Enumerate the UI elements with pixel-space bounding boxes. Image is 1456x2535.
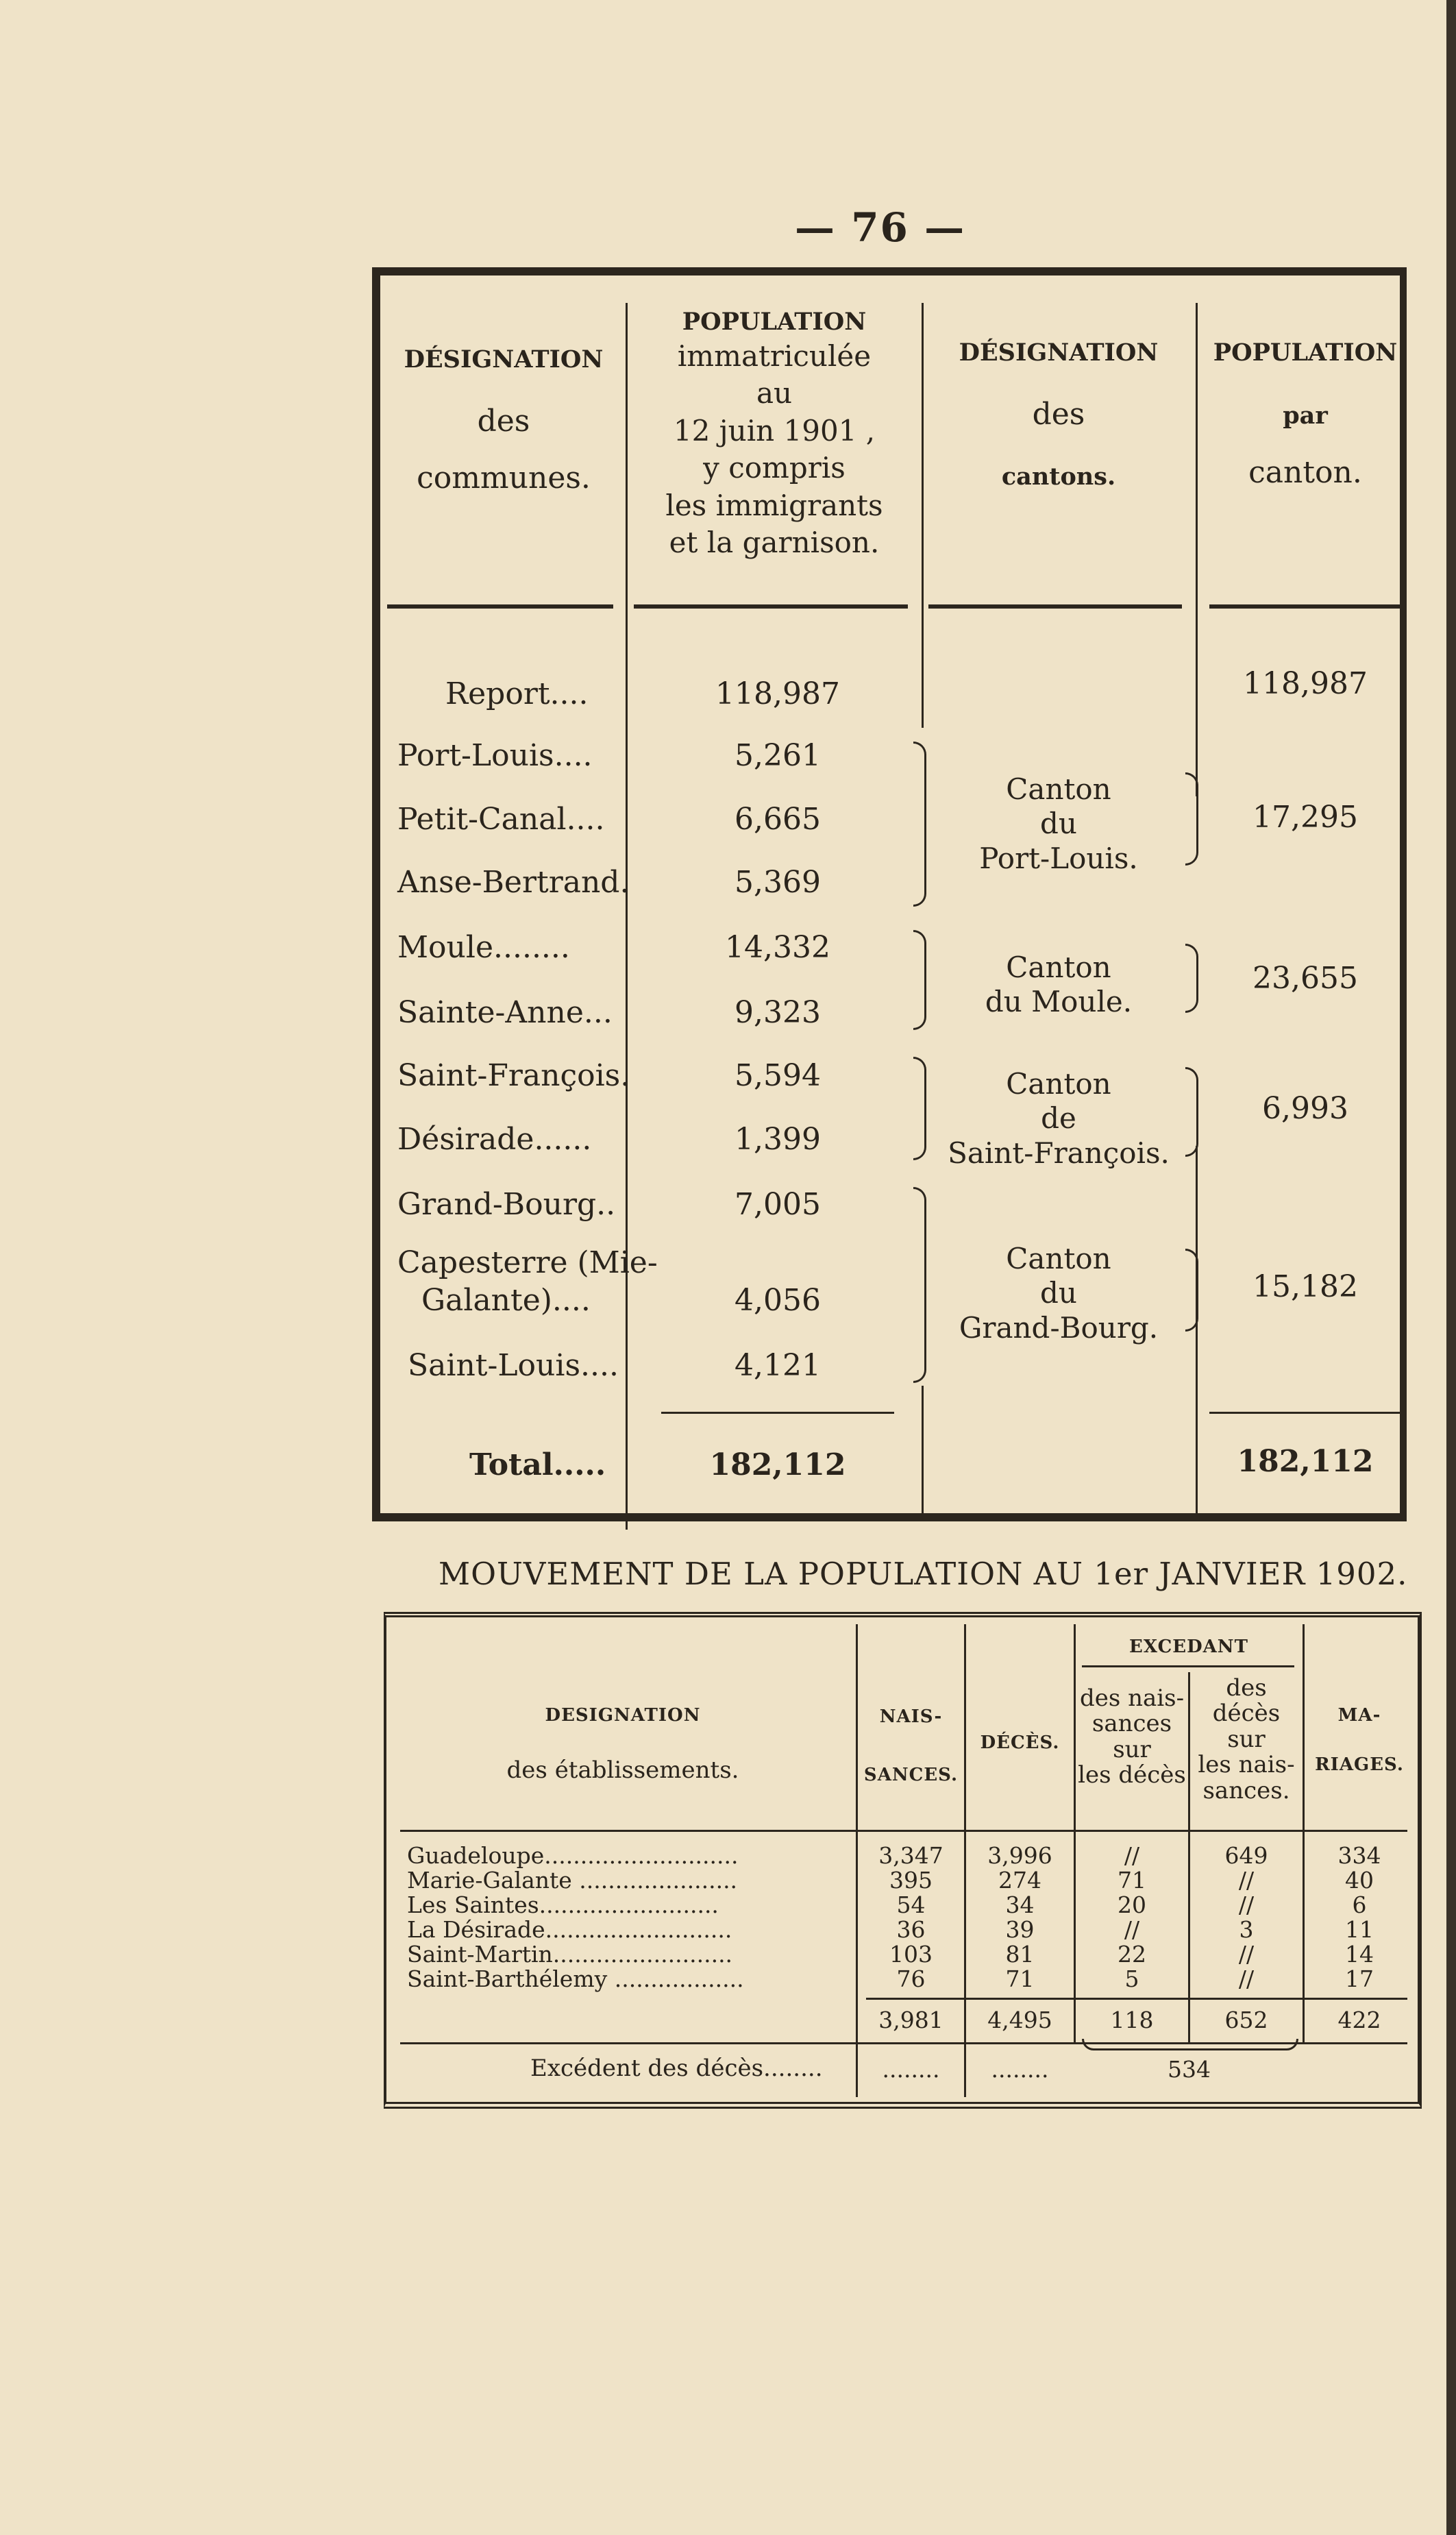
population-table bbox=[372, 267, 1407, 1521]
brace bbox=[913, 1057, 926, 1160]
exc-deces-value: // bbox=[1238, 1965, 1255, 1992]
header-population-canton: POPULATION par canton. bbox=[1213, 339, 1398, 490]
exc-naissances-value: 22 bbox=[1118, 1941, 1146, 1968]
row-name: Saint-François. bbox=[397, 1058, 630, 1093]
header-designation: DESIGNATION bbox=[545, 1705, 701, 1726]
row-value: 118,987 bbox=[715, 676, 840, 711]
brace bbox=[913, 742, 926, 907]
canton-name: Canton du Moule. bbox=[985, 951, 1133, 1019]
exc-deces-value: 649 bbox=[1224, 1842, 1268, 1869]
excedent-label: Excédent des décès........ bbox=[530, 2055, 823, 2082]
row-name: Saint-Martin......................... bbox=[407, 1941, 733, 1968]
row-name: Galante).... bbox=[421, 1283, 591, 1318]
canton-value: 17,295 bbox=[1253, 800, 1358, 835]
deces-value: 71 bbox=[1005, 1965, 1035, 1992]
header-rule bbox=[928, 604, 1182, 609]
total-deces: 4,495 bbox=[987, 2007, 1052, 2033]
col-rule bbox=[626, 303, 628, 1530]
mariages-value: 14 bbox=[1345, 1941, 1374, 1968]
canton-name: Canton du Grand-Bourg. bbox=[959, 1242, 1159, 1345]
naissances-value: 395 bbox=[889, 1867, 933, 1894]
deces-value: 274 bbox=[998, 1867, 1041, 1894]
header-naissances-2: SANCES. bbox=[863, 1765, 959, 1785]
canton-total: 182,112 bbox=[1237, 1444, 1374, 1479]
exc-deces-value: 3 bbox=[1239, 1916, 1254, 1943]
row-value: 6,665 bbox=[735, 802, 821, 837]
total-exc-naissances: 118 bbox=[1110, 2007, 1154, 2033]
row-value: 14,332 bbox=[725, 930, 830, 965]
header-exc-naissances: des nais- sances sur les décès bbox=[1078, 1685, 1186, 1789]
deces-value: 39 bbox=[1005, 1916, 1035, 1943]
header-rule bbox=[634, 604, 908, 609]
row-name: Sainte-Anne... bbox=[397, 995, 613, 1030]
row-name: Port-Louis.... bbox=[397, 738, 593, 773]
sum-rule bbox=[661, 1412, 894, 1414]
row-value: 5,369 bbox=[735, 865, 821, 900]
sum-rule bbox=[866, 1998, 1407, 2000]
naissances-value: 103 bbox=[889, 1941, 933, 1968]
row-name: Marie-Galante ...................... bbox=[407, 1867, 738, 1894]
col-rule bbox=[922, 1386, 924, 1519]
sum-rule bbox=[1209, 1412, 1401, 1414]
movement-heading: MOUVEMENT DE LA POPULATION AU 1er JANVIER 1902. bbox=[439, 1556, 1408, 1592]
header-mariages-2: RIAGES. bbox=[1315, 1754, 1404, 1775]
deces-value: 3,996 bbox=[987, 1842, 1052, 1869]
exc-deces-value: // bbox=[1238, 1891, 1255, 1918]
row-value: 7,005 bbox=[735, 1187, 821, 1222]
excedent-value: 534 bbox=[1168, 2056, 1211, 2083]
header-rule bbox=[400, 1830, 1407, 1832]
page-edge bbox=[1446, 0, 1456, 2535]
mariages-value: 6 bbox=[1352, 1891, 1367, 1918]
header-rule bbox=[387, 604, 613, 609]
row-name: Moule........ bbox=[397, 930, 570, 965]
header-naissances: NAIS- bbox=[879, 1706, 943, 1727]
header-mariages: MA- bbox=[1337, 1705, 1381, 1726]
brace bbox=[1185, 944, 1198, 1013]
canton-name: Canton du Port-Louis. bbox=[979, 772, 1138, 875]
brace bbox=[913, 1187, 926, 1383]
brace bbox=[1185, 1067, 1198, 1157]
row-name: La Désirade.......................... bbox=[407, 1916, 732, 1943]
brace bbox=[1185, 1249, 1198, 1332]
row-name: Les Saintes......................... bbox=[407, 1891, 719, 1918]
row-name: Grand-Bourg.. bbox=[397, 1187, 616, 1222]
header-communes: DÉSIGNATION des communes. bbox=[404, 345, 604, 495]
naissances-value: 54 bbox=[896, 1891, 926, 1918]
total-naissances: 3,981 bbox=[878, 2007, 943, 2033]
row-value: 5,261 bbox=[735, 738, 821, 773]
excedant-rule bbox=[1082, 1665, 1294, 1667]
row-name: Capesterre (Mie- bbox=[397, 1245, 658, 1280]
brace bbox=[913, 930, 926, 1030]
deces-value: 34 bbox=[1005, 1891, 1035, 1918]
total-label: Total..... bbox=[469, 1447, 606, 1482]
naissances-value: 3,347 bbox=[878, 1842, 943, 1869]
col-rule bbox=[1196, 303, 1198, 796]
header-population: POPULATION immatriculée au 12 juin 1901 , y compris les immigrants et la garnison. bbox=[665, 308, 883, 560]
naissances-value: 36 bbox=[896, 1916, 926, 1943]
row-value: 1,399 bbox=[735, 1122, 821, 1157]
row-name: Anse-Bertrand. bbox=[397, 865, 630, 900]
exc-naissances-value: 20 bbox=[1118, 1891, 1146, 1918]
header-designation-sub: des établissements. bbox=[506, 1756, 739, 1784]
mariages-value: 11 bbox=[1345, 1916, 1374, 1943]
total-value: 182,112 bbox=[709, 1447, 846, 1482]
mariages-value: 40 bbox=[1345, 1867, 1374, 1894]
naissances-value: 76 bbox=[896, 1965, 926, 1992]
col-rule bbox=[1196, 1146, 1198, 1519]
col-rule bbox=[922, 303, 924, 728]
total-mariages: 422 bbox=[1337, 2007, 1381, 2033]
brace bbox=[1185, 772, 1198, 866]
row-value: 9,323 bbox=[735, 995, 821, 1030]
canton-value: 6,993 bbox=[1262, 1091, 1348, 1126]
exc-deces-value: // bbox=[1238, 1941, 1255, 1968]
header-exc-deces: des décès sur les nais- sances. bbox=[1198, 1674, 1295, 1804]
page-number: — 76 — bbox=[795, 204, 966, 251]
exc-naissances-value: // bbox=[1124, 1842, 1140, 1869]
canton-name: Canton de Saint-François. bbox=[948, 1067, 1170, 1170]
exc-naissances-value: 5 bbox=[1124, 1965, 1139, 1992]
header-rule bbox=[1209, 604, 1401, 609]
mariages-value: 334 bbox=[1337, 1842, 1381, 1869]
excedent-brace bbox=[1082, 2039, 1298, 2050]
deces-value: 81 bbox=[1005, 1941, 1035, 1968]
canton-value: 118,987 bbox=[1243, 666, 1368, 701]
mariages-value: 17 bbox=[1345, 1965, 1374, 1992]
excedent-dots: ........ bbox=[991, 2056, 1049, 2083]
row-name: Report.... bbox=[445, 676, 589, 711]
canton-value: 15,182 bbox=[1253, 1269, 1358, 1304]
movement-table bbox=[384, 1612, 1422, 2109]
total-exc-deces: 652 bbox=[1224, 2007, 1268, 2033]
row-name: Saint-Louis.... bbox=[408, 1348, 619, 1383]
header-excedant: EXCEDANT bbox=[1129, 1637, 1248, 1657]
row-name: Petit-Canal.... bbox=[397, 802, 605, 837]
row-value: 5,594 bbox=[735, 1058, 821, 1093]
canton-value: 23,655 bbox=[1253, 961, 1358, 996]
excedent-dots: ........ bbox=[882, 2056, 940, 2083]
row-value: 4,056 bbox=[735, 1283, 821, 1318]
row-name: Saint-Barthélemy .................. bbox=[407, 1965, 744, 1992]
exc-naissances-value: 71 bbox=[1118, 1867, 1146, 1894]
row-name: Guadeloupe........................... bbox=[407, 1842, 739, 1869]
row-value: 4,121 bbox=[735, 1348, 821, 1383]
header-deces: DÉCÈS. bbox=[980, 1732, 1060, 1753]
row-name: Désirade...... bbox=[397, 1122, 592, 1157]
exc-deces-value: // bbox=[1238, 1867, 1255, 1894]
exc-naissances-value: // bbox=[1124, 1916, 1140, 1943]
header-cantons: DÉSIGNATION des cantons. bbox=[959, 339, 1159, 491]
